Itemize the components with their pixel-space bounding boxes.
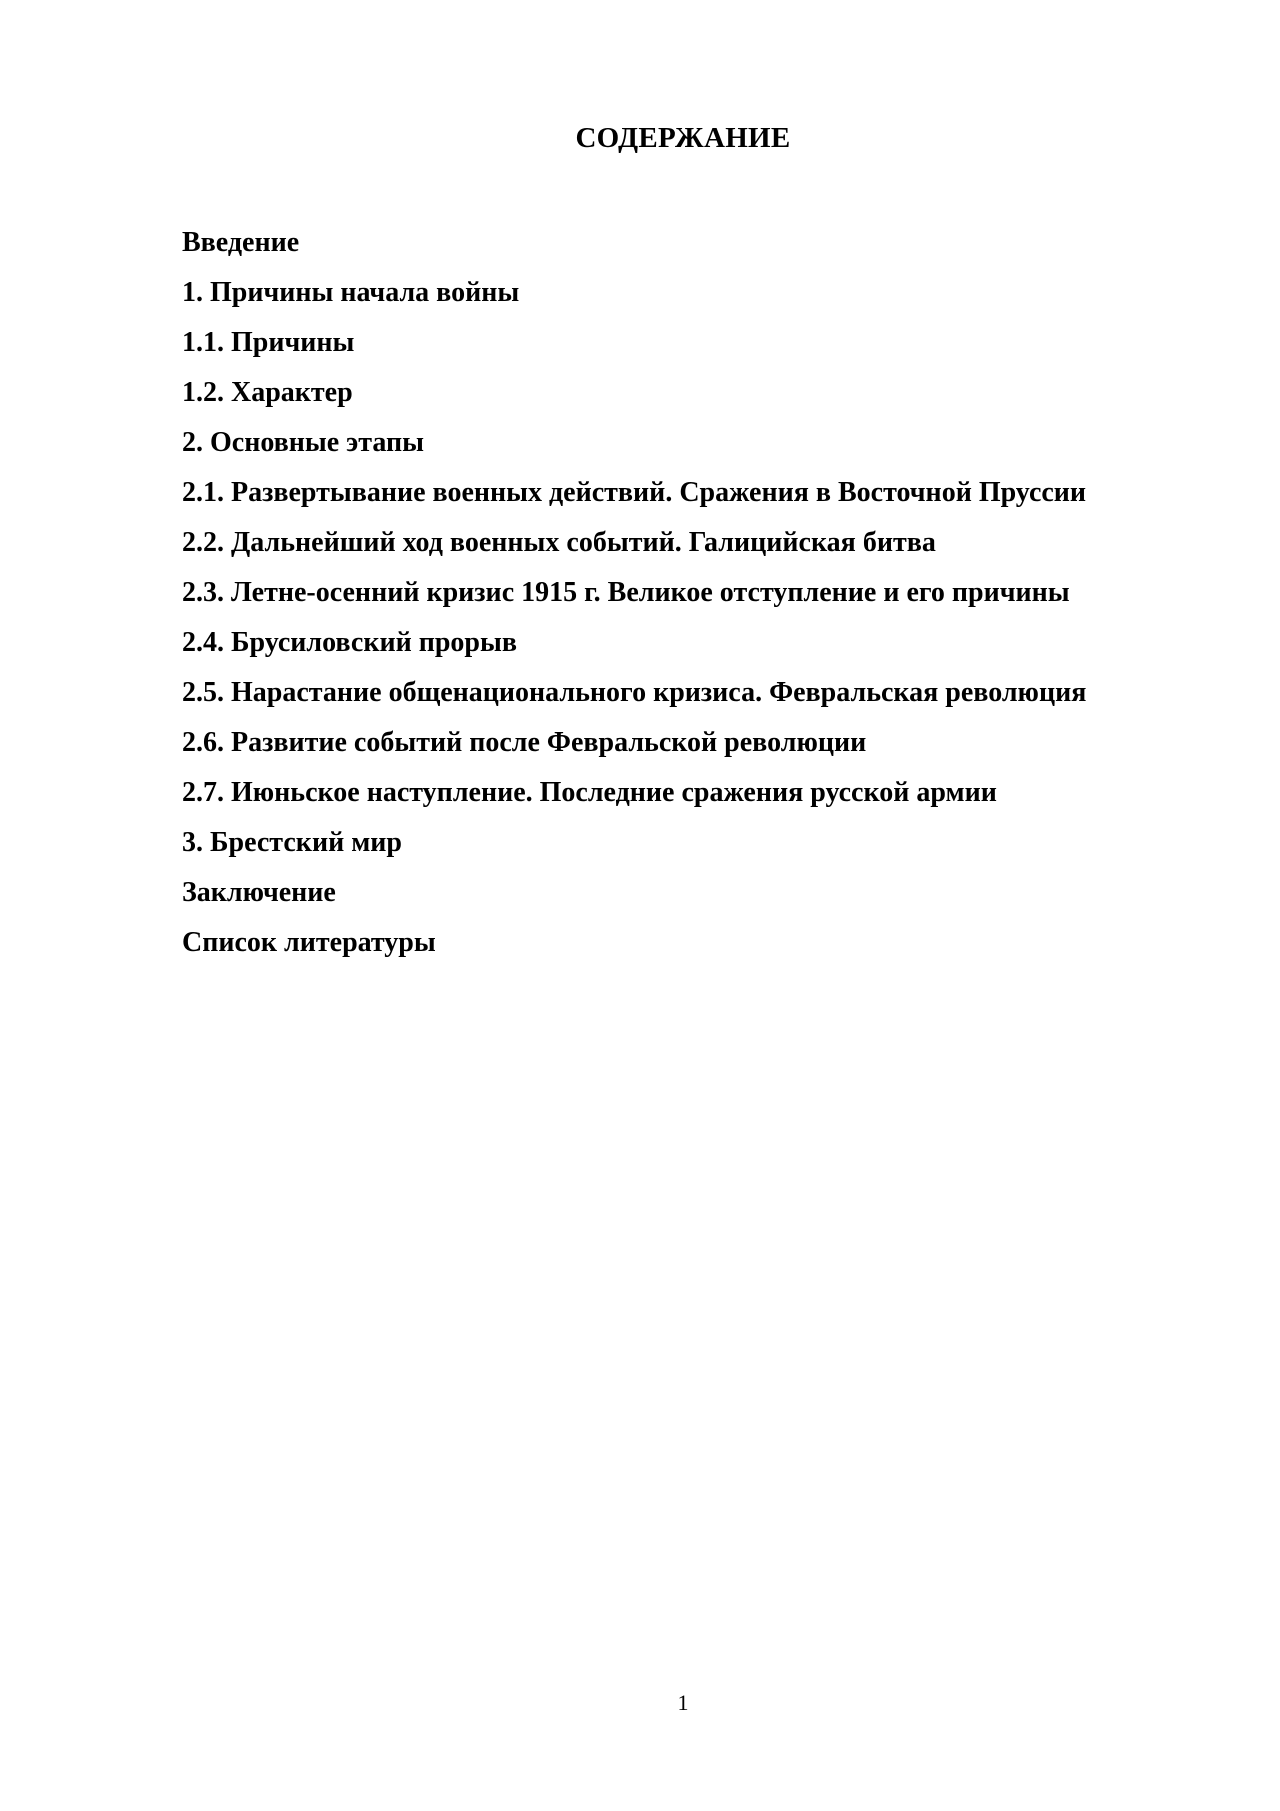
toc-item-2: 2. Основные этапы xyxy=(182,427,425,458)
toc-item-2-3: 2.3. Летне-осенний кризис 1915 г. Великое отступление и его причины xyxy=(182,577,1070,608)
table-of-contents xyxy=(182,218,1086,968)
toc-item-2-2: 2.2. Дальнейший ход военных событий. Галицийская битва xyxy=(182,527,936,558)
page-title: СОДЕРЖАНИЕ xyxy=(575,122,791,154)
toc-item-conclusion: Заключение xyxy=(182,877,336,908)
toc-item-2-4: 2.4. Брусиловский прорыв xyxy=(182,627,517,658)
toc-item-1-1: 1.1. Причины xyxy=(182,327,355,358)
toc-item-1: 1. Причины начала войны xyxy=(182,277,520,308)
toc-item-2-5: 2.5. Нарастание общенационального кризиса. Февральская революция xyxy=(182,677,1087,708)
page-number: 1 xyxy=(677,1690,689,1715)
toc-item-bibliography: Список литературы xyxy=(182,927,436,958)
toc-item-2-6: 2.6. Развитие событий после Февральской революции xyxy=(182,727,867,758)
toc-item-1-2: 1.2. Характер xyxy=(182,377,353,408)
toc-item-3: 3. Брестский мир xyxy=(182,827,402,858)
toc-item-2-1: 2.1. Развертывание военных действий. Сражения в Восточной Пруссии xyxy=(182,477,1087,508)
toc-item-2-7: 2.7. Июньское наступление. Последние сражения русской армии xyxy=(182,777,997,808)
toc-item-introduction: Введение xyxy=(182,227,300,258)
